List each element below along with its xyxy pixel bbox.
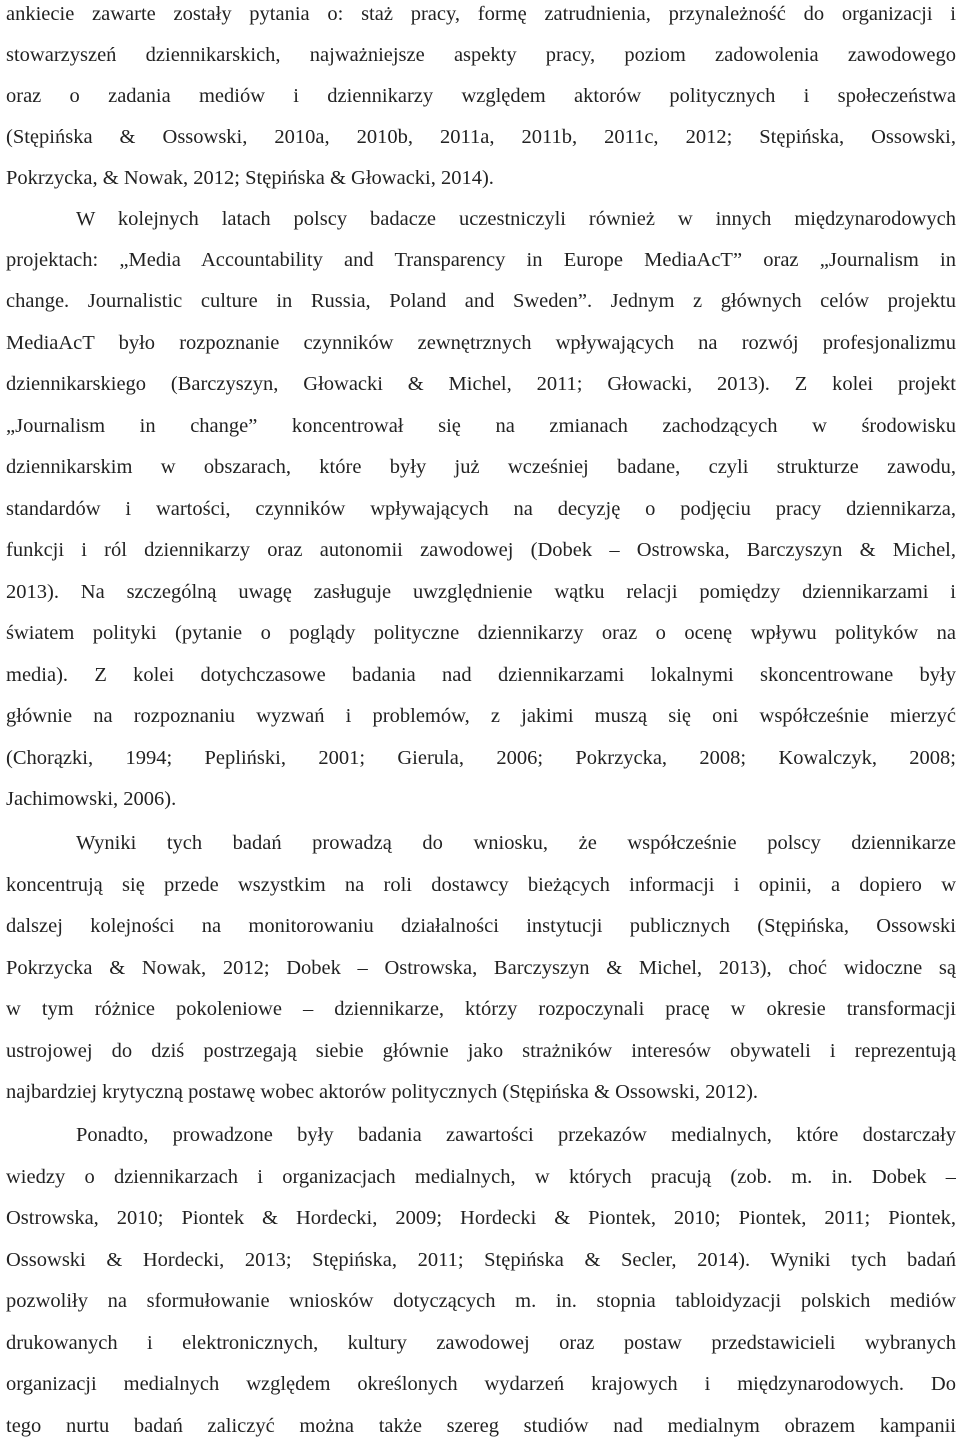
paragraph-first-line: Ponadto, prowadzone były badania zawartości przekazów medialnych, które dostarczały	[76, 1124, 956, 1146]
text-line: tego nurtu badań zaliczyć można także szereg studiów nad medialnym obrazem kampanii	[6, 1415, 956, 1437]
text-line: oraz o zadania mediów i dziennikarzy względem aktorów politycznych i społeczeństwa	[6, 85, 956, 107]
text-line: wiedzy o dziennikarzach i organizacjach medialnych, w których pracują (zob. m. in. Dobek –	[6, 1166, 956, 1188]
text-line: Jachimowski, 2006).	[6, 788, 177, 810]
text-line: światem polityki (pytanie o poglądy polityczne dziennikarzy oraz o ocenę wpływu polityków na	[6, 622, 956, 644]
text-line: (Stępińska & Ossowski, 2010a, 2010b, 2011a, 2011b, 2011c, 2012; Stępińska, Ossowski,	[6, 126, 956, 148]
text-line: Ossowski & Hordecki, 2013; Stępińska, 2011; Stępińska & Secler, 2014). Wyniki tych badań	[6, 1249, 956, 1271]
text-line: Pokrzycka & Nowak, 2012; Dobek – Ostrowska, Barczyszyn & Michel, 2013), choć widoczne są	[6, 957, 956, 979]
text-line: dziennikarskim w obszarach, które były już wcześniej badane, czyli strukturze zawodu,	[6, 456, 956, 478]
text-line: Pokrzycka, & Nowak, 2012; Stępińska & Głowacki, 2014).	[6, 167, 494, 189]
text-line: Ostrowska, 2010; Piontek & Hordecki, 2009; Hordecki & Piontek, 2010; Piontek, 2011; Piontek,	[6, 1207, 956, 1229]
text-line: ustrojowej do dziś postrzegają siebie głównie jako strażników interesów obywateli i reprezentują	[6, 1040, 956, 1062]
text-line: najbardziej krytyczną postawę wobec aktorów politycznych (Stępińska & Ossowski, 2012).	[6, 1081, 759, 1103]
text-line: dalszej kolejności na monitorowaniu działalności instytucji publicznych (Stępińska, Ossowski	[6, 915, 956, 937]
text-line: funkcji i ról dziennikarzy oraz autonomii zawodowej (Dobek – Ostrowska, Barczyszyn & Michel,	[6, 539, 956, 561]
text-line: organizacji medialnych względem określonych wydarzeń krajowych i międzynarodowych. Do	[6, 1373, 956, 1395]
text-line: standardów i wartości, czynników wpływających na decyzję o podjęciu pracy dziennikarza,	[6, 498, 956, 520]
text-line: MediaAcT było rozpoznanie czynników zewnętrznych wpływających na rozwój profesjonalizmu	[6, 332, 956, 354]
text-line: głównie na rozpoznaniu wyzwań i problemów, z jakimi muszą się oni współcześnie mierzyć	[6, 705, 956, 727]
paragraph-first-line: Wyniki tych badań prowadzą do wniosku, że współcześnie polscy dziennikarze	[76, 832, 956, 854]
text-line: stowarzyszeń dziennikarskich, najważniejsze aspekty pracy, poziom zadowolenia zawodowego	[6, 44, 956, 66]
text-line: (Chorązki, 1994; Pepliński, 2001; Gierula, 2006; Pokrzycka, 2008; Kowalczyk, 2008;	[6, 747, 956, 769]
text-line: drukowanych i elektronicznych, kultury zawodowej oraz postaw przedstawicieli wybranych	[6, 1332, 956, 1354]
text-line: pozwoliły na sformułowanie wniosków dotyczących m. in. stopnia tabloidyzacji polskich mediów	[6, 1290, 956, 1312]
text-line: „Journalism in change” koncentrował się na zmianach zachodzących w środowisku	[6, 415, 956, 437]
text-line: 2013). Na szczególną uwagę zasługuje uwzględnienie wątku relacji pomiędzy dziennikarzami i	[6, 581, 956, 603]
text-line: koncentrują się przede wszystkim na roli dostawcy bieżących informacji i opinii, a dopiero w	[6, 874, 956, 896]
text-line: projektach: „Media Accountability and Transparency in Europe MediaAcT” oraz „Journalism in	[6, 249, 956, 271]
text-line: media). Z kolei dotychczasowe badania nad dziennikarzami lokalnymi skoncentrowane były	[6, 664, 956, 686]
text-line: dziennikarskiego (Barczyszyn, Głowacki & Michel, 2011; Głowacki, 2013). Z kolei projekt	[6, 373, 956, 395]
text-line: ankiecie zawarte zostały pytania o: staż pracy, formę zatrudnienia, przynależność do organizacji i	[6, 3, 956, 25]
paragraph-first-line: W kolejnych latach polscy badacze uczestniczyli również w innych międzynarodowych	[76, 208, 956, 230]
text-line: change. Journalistic culture in Russia, Poland and Sweden”. Jednym z głównych celów projektu	[6, 290, 956, 312]
text-line: w tym różnice pokoleniowe – dziennikarze, którzy rozpoczynali pracę w okresie transformacji	[6, 998, 956, 1020]
